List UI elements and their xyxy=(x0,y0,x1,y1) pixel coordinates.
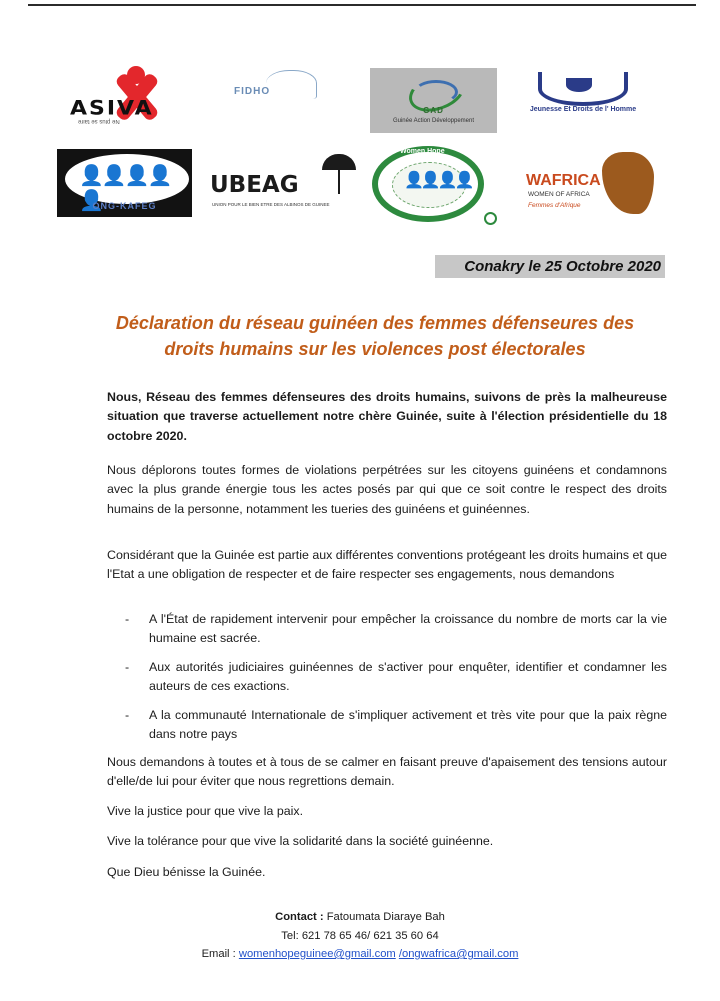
list-item-text: A la communauté Internationale de s'impliquer activement et très vite pour que la paix règne dans notre pays xyxy=(149,707,667,742)
gad-swoosh-icon xyxy=(414,80,458,104)
paragraph-appel-au-calme: Nous demandons à toutes et à tous de se calmer en faisant preuve d'apaisement des tensions autour d'elle/de lui pour éviter que nous regrettions demain. xyxy=(107,755,667,789)
jdh-wordmark: Jeunesse Et Droits de l' Homme xyxy=(529,106,637,113)
email-label: Email : xyxy=(201,948,236,960)
asiva-wordmark: ASIVA xyxy=(70,97,154,120)
gad-logo xyxy=(370,68,497,133)
top-rule xyxy=(28,4,696,6)
contact-label: Contact : xyxy=(275,911,324,923)
africa-map-icon xyxy=(602,152,654,214)
list-item xyxy=(107,706,667,745)
umbrella-handle-icon xyxy=(338,170,340,194)
contact-block xyxy=(0,908,720,964)
fidho-logo xyxy=(228,66,336,120)
list-item-text: A l'État de rapidement intervenir pour empêcher la croissance du nombre de morts car la vie humaine est sacrée. xyxy=(149,612,667,646)
ubeag-wordmark: UBEAG xyxy=(210,172,299,198)
paragraph-que-dieu: Que Dieu bénisse la Guinée. xyxy=(107,865,266,879)
contact-phone: Tel: 621 78 65 46/ 621 35 60 64 xyxy=(281,929,439,942)
asiva-tagline: Ne plus se taire xyxy=(78,118,120,124)
email-link-womenhope[interactable]: womenhopeguinee@gmail.com xyxy=(238,948,396,960)
intro-paragraph: Nous, Réseau des femmes défenseures des droits humains, suivons de près la malheureuse situation que traverse actuellement notre chère Guinée, suite à l'élection présidentielle du 18 octobre 2020. xyxy=(107,390,667,443)
list-item-text: Aux autorités judiciaires guinéennes de s'activer pour enquêter, identifier et condamner les auteurs de ces exactions. xyxy=(149,659,667,694)
wafrica-line2: WOMEN OF AFRICA xyxy=(528,191,590,198)
people-icon: 👤👤👤👤👤 xyxy=(79,165,171,212)
date-line: Conakry le 25 Octobre 2020 xyxy=(435,255,665,278)
asiva-figure-head xyxy=(127,66,145,84)
paragraph-vive-tolerance: Vive la tolérance pour que vive la solidarité dans la société guinéenne. xyxy=(107,834,494,848)
contact-name: Fatoumata Diaraye Bah xyxy=(326,911,445,923)
email-link-wafrica[interactable]: /ongwafrica@gmail.com xyxy=(398,948,519,960)
kafeg-wordmark: ONG-KAFEG xyxy=(92,201,157,211)
dove-icon xyxy=(266,70,317,99)
hammock-figure-icon xyxy=(566,78,592,92)
list-dash: - xyxy=(125,612,130,626)
women-figures-icon: 👤👤👤👤 xyxy=(404,172,472,189)
ubeag-subtitle: UNION POUR LE BIEN ETRE DES ALBINOS DE GUINEE xyxy=(212,202,330,207)
list-dash: - xyxy=(125,707,130,722)
whg-knob-icon xyxy=(484,212,497,225)
fidho-wordmark: FIDHO xyxy=(234,86,271,97)
gad-subtitle: Guinée Action Développement xyxy=(392,118,475,124)
kafeg-logo xyxy=(57,149,192,217)
list-item xyxy=(107,610,667,649)
paragraph-vive-justice: Vive la justice pour que vive la paix. xyxy=(107,804,304,818)
contact-email-line xyxy=(0,945,720,964)
list-item xyxy=(107,658,667,697)
whg-bottom-text: Guinée xyxy=(414,210,438,217)
title-line-1: Déclaration du réseau guinéen des femmes défenseures des xyxy=(115,313,635,333)
women-hope-guinee-logo xyxy=(370,146,500,226)
whg-top-text: Women Hope xyxy=(400,148,445,155)
ubeag-logo xyxy=(208,150,360,218)
document-body xyxy=(107,388,667,879)
wafrica-wordmark: WAFRICA xyxy=(526,172,601,189)
contact-line xyxy=(0,908,720,927)
asiva-logo xyxy=(64,66,196,126)
demands-list xyxy=(107,610,667,744)
document-title xyxy=(70,310,680,362)
gad-wordmark: GAD xyxy=(423,106,444,115)
umbrella-icon xyxy=(322,154,356,170)
paragraph-deplorons: Nous déplorons toutes formes de violations perpétrées sur les citoyens guinéens et condamnons avec la plus grande énergie tous les actes posés par qui que ce soit contre le respect des droits humains de la personne, notamment les tueries des guinéens et guinéennes. xyxy=(107,463,667,516)
paragraph-considerant: Considérant que la Guinée est partie aux différentes conventions protégeant les droits humains et que l'Etat a une obligation de respecter et de faire respecter ses engagements, nous demandons xyxy=(107,548,667,582)
wafrica-logo xyxy=(522,150,660,220)
wafrica-line3: Femmes d'Afrique xyxy=(528,202,581,209)
list-dash: - xyxy=(125,659,130,674)
jdh-logo xyxy=(510,68,656,132)
title-line-2: droits humains sur les violences post électorales xyxy=(164,339,586,359)
